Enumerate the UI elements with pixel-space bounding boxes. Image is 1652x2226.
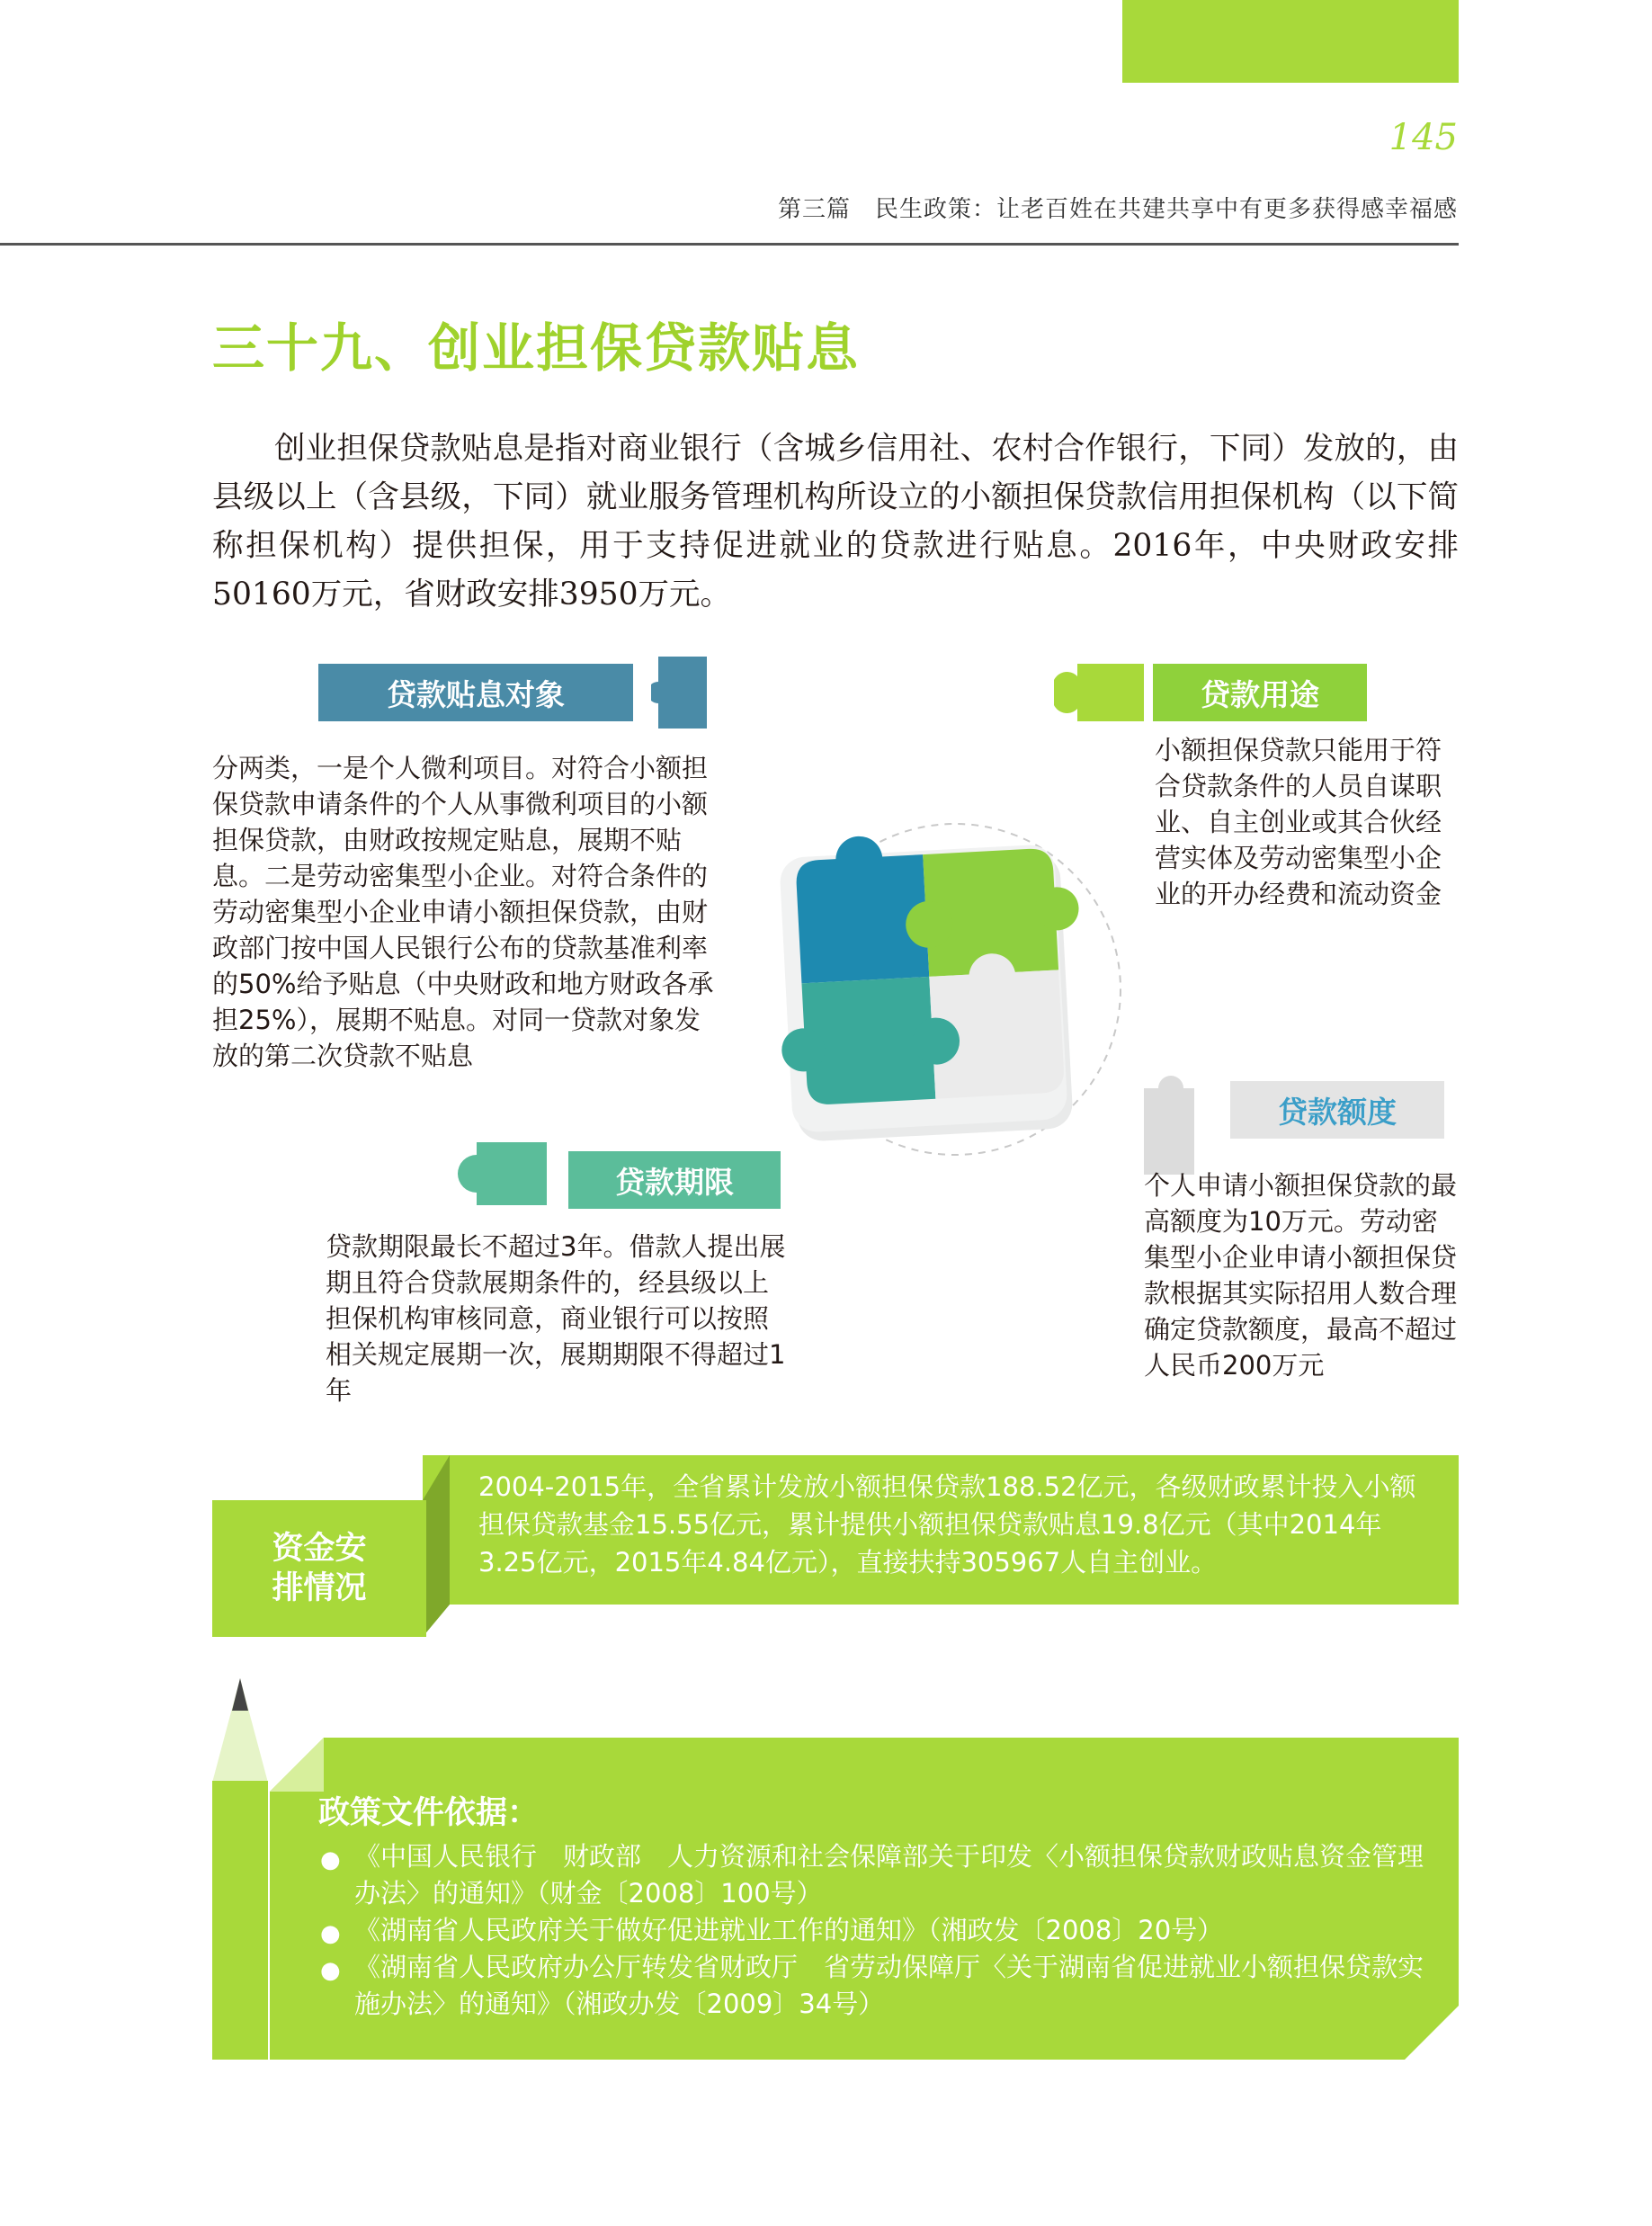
- funding-label: [212, 1500, 426, 1637]
- section-title: 三十九、创业担保贷款贴息: [212, 317, 861, 379]
- tag-loan-amount: 贷款额度: [1230, 1081, 1444, 1139]
- header-divider: [0, 243, 1459, 246]
- tag-loan-term: 贷款期限: [568, 1151, 781, 1209]
- loan-use-text: 小额担保贷款只能用于符合贷款条件的人员自谋职业、自主创业或其合伙经营实体及劳动密集型小企业的开办经费和流动资金: [1155, 735, 1442, 909]
- bullet-icon: ●: [320, 1920, 341, 1947]
- top-tab-decoration: [1122, 0, 1459, 83]
- puzzle-piece-teal-icon: [457, 1142, 547, 1205]
- loan-object-text: 分两类，一是个人微利项目。对符合小额担保贷款申请条件的个人从事微利项目的小额担保贷款，由财政按规定贴息，展期不贴息。二是劳动密集型小企业。对符合条件的劳动密集型小企业申请小额担保贷款，由财政部门按中国人民银行公布的贷款基准利率的50%给予贴息（中央财政和地方财政各承担25%），展期不贴息。对同一贷款对象发放的第二次贷款不贴息: [212, 753, 714, 1071]
- bullet-icon: ●: [320, 1957, 341, 1984]
- puzzle-piece-green-icon: [1054, 664, 1144, 721]
- page-number: 145: [1389, 117, 1458, 158]
- list-item: ● 《湖南省人民政府关于做好促进就业工作的通知》（湘政发〔2008〕20号）: [320, 1912, 1426, 1949]
- pencil-body: [212, 1781, 268, 2060]
- pencil-tip-icon: [212, 1678, 268, 1783]
- list-item: ● 《中国人民银行 财政部 人力资源和社会保障部关于印发〈小额担保贷款财政贴息资金管理办法〉的通知》（财金〔2008〕100号）: [320, 1841, 1424, 1909]
- policy-corner-fold: [270, 1738, 324, 1792]
- policy-title: 政策文件依据：: [318, 1795, 540, 1831]
- loan-amount-text: 个人申请小额担保贷款的最高额度为10万元。劳动密集型小企业申请小额担保贷款根据其实际招用人数合理确定贷款额度，最高不超过人民币200万元: [1144, 1170, 1458, 1381]
- intro-paragraph: [212, 425, 1459, 619]
- policy-list: [320, 1838, 1426, 2023]
- funding-text: 2004-2015年，全省累计发放小额担保贷款188.52亿元，各级财政累计投入小额担保贷款基金15.55亿元，累计提供小额担保贷款贴息19.8亿元（其中2014年3.25亿元，2015年4.84亿元），直接扶持305967人自主创业。: [478, 1471, 1416, 1578]
- running-header: 第三篇 民生政策：让老百姓在共建共享中有更多获得感幸福感: [777, 196, 1458, 223]
- funding-fold-shadow: [423, 1455, 450, 1637]
- puzzle-illustration: [775, 809, 1135, 1169]
- puzzle-piece-blue-icon: [651, 657, 714, 729]
- intro-text: 创业担保贷款贴息是指对商业银行（含城乡信用社、农村合作银行，下同）发放的，由县级以上（含县级，下同）就业服务管理机构所设立的小额担保贷款信用担保机构（以下简称担保机构）提供担保，用于支持促进就业的贷款进行贴息。2016年，中央财政安排50160万元，省财政安排3950万元。: [212, 431, 1459, 612]
- bullet-icon: ●: [320, 1846, 341, 1873]
- loan-term-text: 贷款期限最长不超过3年。借款人提出展期且符合贷款展期条件的，经县级以上担保机构审核同意，商业银行可以按照相关规定展期一次，展期期限不得超过1年: [326, 1231, 786, 1406]
- tag-loan-object: 贷款贴息对象: [318, 664, 633, 721]
- puzzle-piece-gray-icon: [1144, 1067, 1194, 1175]
- funding-label-text: 资金安排情况: [272, 1531, 367, 1606]
- tag-loan-use: 贷款用途: [1153, 664, 1367, 721]
- list-item: ● 《湖南省人民政府办公厅转发省财政厅 省劳动保障厅〈关于湖南省促进就业小额担保贷款实施办法〉的通知》（湘政办发〔2009〕34号）: [320, 1952, 1424, 2019]
